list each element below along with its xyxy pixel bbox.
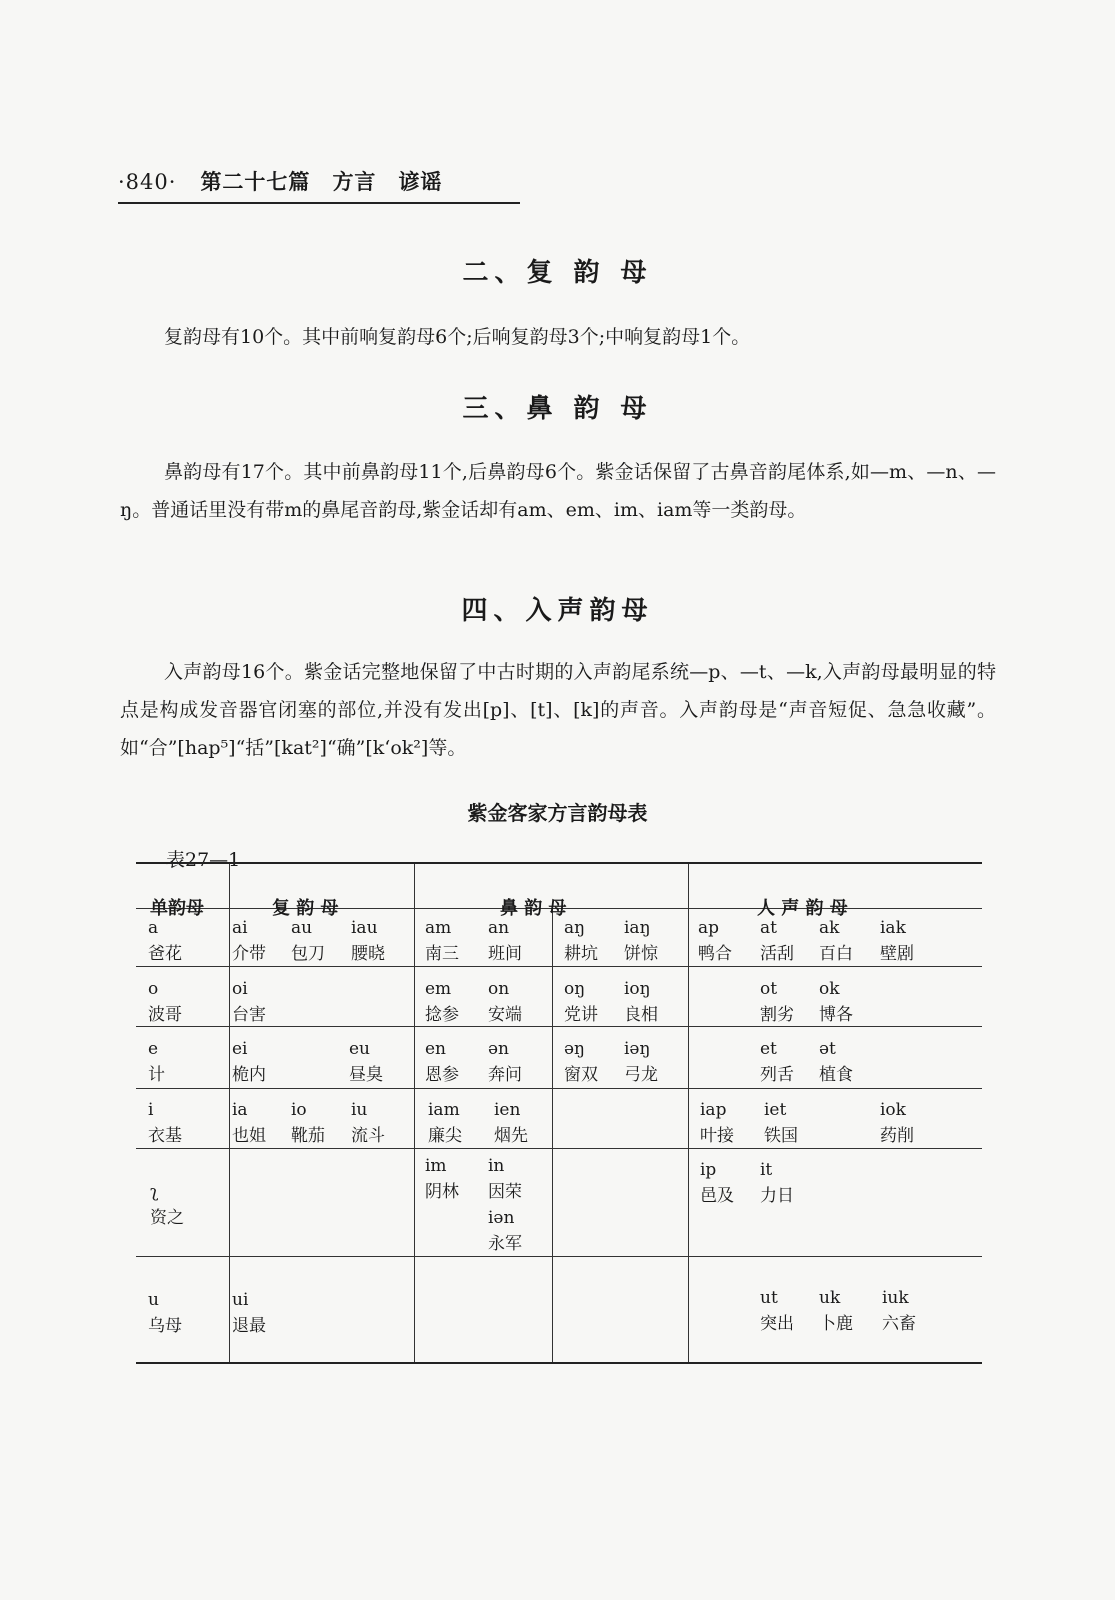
table-cell: et 列舌 [760, 1039, 794, 1085]
table-cell: a 爸花 [148, 918, 182, 964]
table-cell: iap 叶接 [700, 1100, 734, 1146]
table-cell: iən 永军 [488, 1208, 522, 1254]
table-cell: iet 铁国 [764, 1100, 798, 1146]
table-cell: am 南三 [425, 918, 459, 964]
table-cell: ai 介带 [232, 918, 266, 964]
row-rule [136, 1148, 982, 1149]
table-cell: an 班间 [488, 918, 522, 964]
header-topic-2: 谚谣 [398, 169, 443, 194]
header-part: 第二十七篇 [200, 169, 311, 194]
table-cell: em 捻参 [425, 979, 459, 1025]
table-cell: ui 退最 [232, 1290, 266, 1336]
table-cell: it 力日 [760, 1160, 794, 1206]
table-cell: iu 流斗 [351, 1100, 385, 1146]
table-cell: ut 突出 [760, 1288, 794, 1334]
table-cell: ok 博各 [819, 979, 853, 1025]
table-cell: u 乌母 [148, 1290, 182, 1336]
row-rule [136, 1088, 982, 1089]
header-topic-1: 方言 [332, 169, 377, 194]
table-cell: aŋ 耕坑 [564, 918, 598, 964]
table-cell: im 阴林 [425, 1156, 459, 1202]
table-cell: iam 廉尖 [428, 1100, 462, 1146]
table-cell: at 活刮 [760, 918, 794, 964]
header-nasal-finals: 鼻 韵 母 [500, 898, 567, 919]
row-rule [136, 1256, 982, 1257]
table-cell: oi 台害 [232, 979, 266, 1025]
table-cell: uk 卜鹿 [819, 1288, 853, 1334]
table-cell: ien 烟先 [494, 1100, 528, 1146]
section-text-entering-finals: 入声韵母16个。紫金话完整地保留了中古时期的入声韵尾系统—p、—t、—k,入声韵母最明显的特点是构成发音器官闭塞的部位,并没有发出[p]、[t]、[k]的声音。入声韵母是“声音短促、急急收藏”。如“合”[hap⁵]“括”[kat²]“确”[kʻok²]等。 [120, 661, 996, 759]
running-header [118, 166, 442, 196]
table-cell: ap 鸭合 [698, 918, 732, 964]
column-rule [688, 864, 689, 1362]
table-cell: iau 腰晓 [351, 918, 385, 964]
table-cell: oŋ 党讲 [564, 979, 598, 1025]
table-bottom-rule [136, 1362, 982, 1364]
table-cell: on 安端 [488, 979, 522, 1025]
column-rule [229, 864, 230, 1362]
table-cell: iok 药削 [880, 1100, 914, 1146]
table-cell: i 衣基 [148, 1100, 182, 1146]
table-cell: ia 也姐 [232, 1100, 266, 1146]
table-cell: o 波哥 [148, 979, 182, 1025]
table-cell: e 计 [148, 1039, 165, 1085]
row-rule [136, 966, 982, 967]
table-number: 表27—1 [166, 849, 241, 871]
table-cell: ət 植食 [819, 1039, 853, 1085]
section-title-nasal-finals: 三、鼻 韵 母 [462, 394, 653, 424]
table-cell: ioŋ 良相 [624, 979, 658, 1025]
table-cell: ʅ 资之 [150, 1182, 184, 1228]
section-title-entering-finals: 四、入声韵母 [461, 596, 654, 626]
table-cell: ip 邑及 [700, 1160, 734, 1206]
table-cell: en 恩参 [425, 1039, 459, 1085]
table-cell: iuk 六畜 [882, 1288, 916, 1334]
table-cell: eu 昼臭 [349, 1039, 383, 1085]
header-entering-finals: 人 声 韵 母 [757, 898, 848, 919]
table-cell: əŋ 窗双 [564, 1039, 598, 1085]
section-text-nasal-finals: 鼻韵母有17个。其中前鼻韵母11个,后鼻韵母6个。紫金话保留了古鼻音韵尾体系,如—m、—n、—ŋ。普通话里没有带m的鼻尾音韵母,紫金话却有am、em、im、iam等一类韵母。 [120, 461, 996, 521]
table-cell: ei 桅内 [232, 1039, 266, 1085]
column-rule [414, 864, 415, 1362]
page-number: ·840· [118, 170, 177, 194]
table-top-rule [136, 862, 982, 864]
table-cell: ak 百白 [819, 918, 853, 964]
section-text-compound-finals: 复韵母有10个。其中前响复韵母6个;后响复韵母3个;中响复韵母1个。 [164, 326, 751, 348]
table-cell: iak 壁剧 [880, 918, 914, 964]
section-title-compound-finals: 二、复 韵 母 [462, 258, 653, 288]
column-rule [552, 908, 553, 1362]
table-cell: io 靴茄 [291, 1100, 325, 1146]
table-cell: iəŋ 弓龙 [624, 1039, 658, 1085]
table-cell: au 包刀 [291, 918, 325, 964]
table-cell: ot 割劣 [760, 979, 794, 1025]
table-cell: iaŋ 饼惊 [624, 918, 658, 964]
header-rule [118, 202, 520, 204]
table-cell: in 因荣 [488, 1156, 522, 1202]
table-cell: ən 奔问 [488, 1039, 522, 1085]
header-simple-finals: 单韵母 [150, 898, 204, 919]
table-title: 紫金客家方言韵母表 [467, 801, 648, 825]
header-compound-finals: 复 韵 母 [272, 898, 339, 919]
